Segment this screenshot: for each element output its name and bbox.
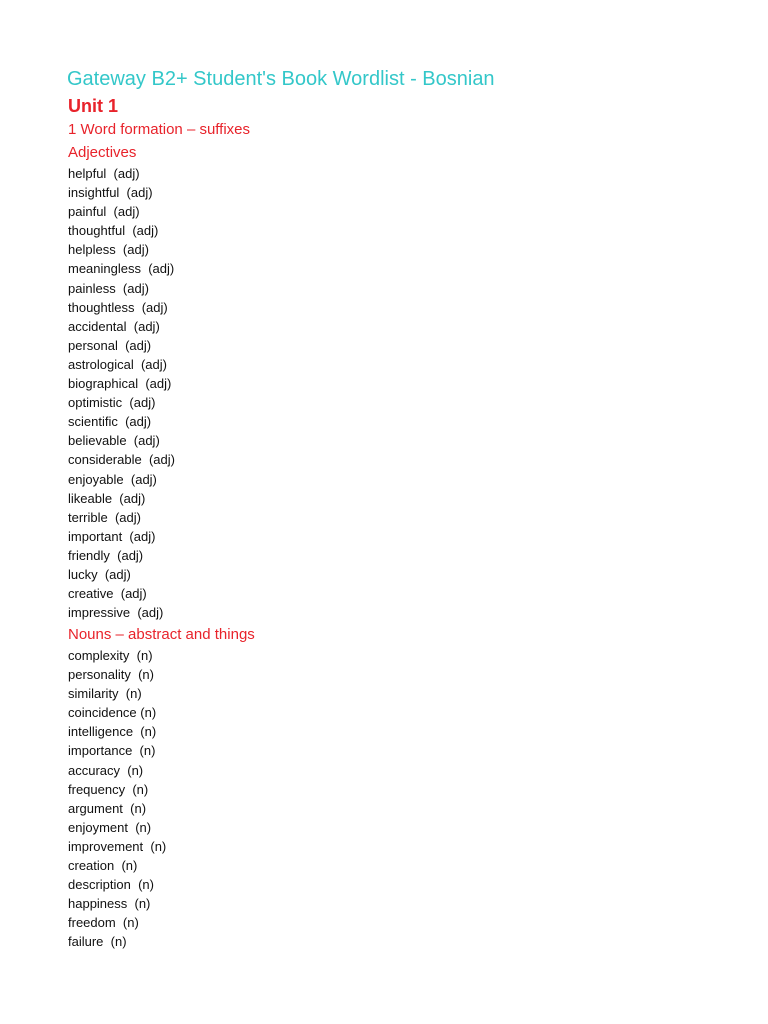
nouns-word-list	[68, 646, 166, 952]
document-title-container	[67, 66, 505, 92]
section-heading: 1 Word formation – suffixes	[68, 121, 251, 138]
word-entry: impressive (adj)	[68, 605, 164, 621]
word-entry: meaningless (adj)	[68, 261, 175, 277]
word-entry: frequency (n)	[68, 781, 149, 797]
word-entry: enjoyment (n)	[68, 819, 152, 835]
word-entry: insightful (adj)	[68, 185, 153, 201]
word-entry: helpful (adj)	[68, 166, 140, 181]
word-entry: painful (adj)	[68, 204, 140, 220]
word-entry: creative (adj)	[68, 586, 147, 602]
word-entry: description (n)	[68, 877, 154, 893]
word-entry: freedom (n)	[68, 915, 139, 931]
word-entry: terrible (adj)	[68, 509, 141, 525]
word-entry: biographical (adj)	[68, 376, 172, 392]
word-entry: happiness (n)	[68, 896, 151, 912]
nouns-heading: Nouns – abstract and things	[68, 626, 255, 643]
document-title: Gateway B2+ Student's Book Wordlist - Bosnian	[67, 68, 495, 90]
word-entry: painless (adj)	[68, 280, 149, 296]
word-entry: thoughtless (adj)	[68, 299, 168, 315]
word-entry: enjoyable (adj)	[68, 471, 157, 487]
word-entry: personal (adj)	[68, 337, 152, 353]
word-entry: complexity (n)	[68, 648, 153, 663]
word-entry: likeable (adj)	[68, 490, 146, 506]
word-entry: astrological (adj)	[68, 356, 167, 372]
word-entry: scientific (adj)	[68, 414, 152, 430]
word-entry: accuracy (n)	[68, 762, 144, 778]
word-entry: coincidence (n)	[68, 705, 157, 721]
word-entry: failure (n)	[68, 934, 127, 950]
word-entry: optimistic (adj)	[68, 395, 156, 411]
word-entry: thoughtful (adj)	[68, 223, 159, 239]
word-entry: intelligence (n)	[68, 724, 157, 740]
adjectives-heading: Adjectives	[68, 144, 137, 161]
word-entry: believable (adj)	[68, 433, 160, 449]
word-entry: improvement (n)	[68, 838, 167, 854]
unit-heading: Unit 1	[68, 96, 119, 116]
word-entry: friendly (adj)	[68, 547, 144, 563]
word-entry: lucky (adj)	[68, 566, 131, 582]
word-entry: important (adj)	[68, 528, 156, 544]
word-entry: accidental (adj)	[68, 318, 160, 334]
adjectives-word-list	[68, 164, 175, 622]
word-entry: importance (n)	[68, 743, 156, 759]
word-entry: similarity (n)	[68, 686, 142, 702]
word-entry: considerable (adj)	[68, 452, 175, 468]
word-entry: creation (n)	[68, 858, 138, 874]
word-entry: helpless (adj)	[68, 242, 149, 258]
word-entry: personality (n)	[68, 667, 154, 683]
word-entry: argument (n)	[68, 800, 147, 816]
